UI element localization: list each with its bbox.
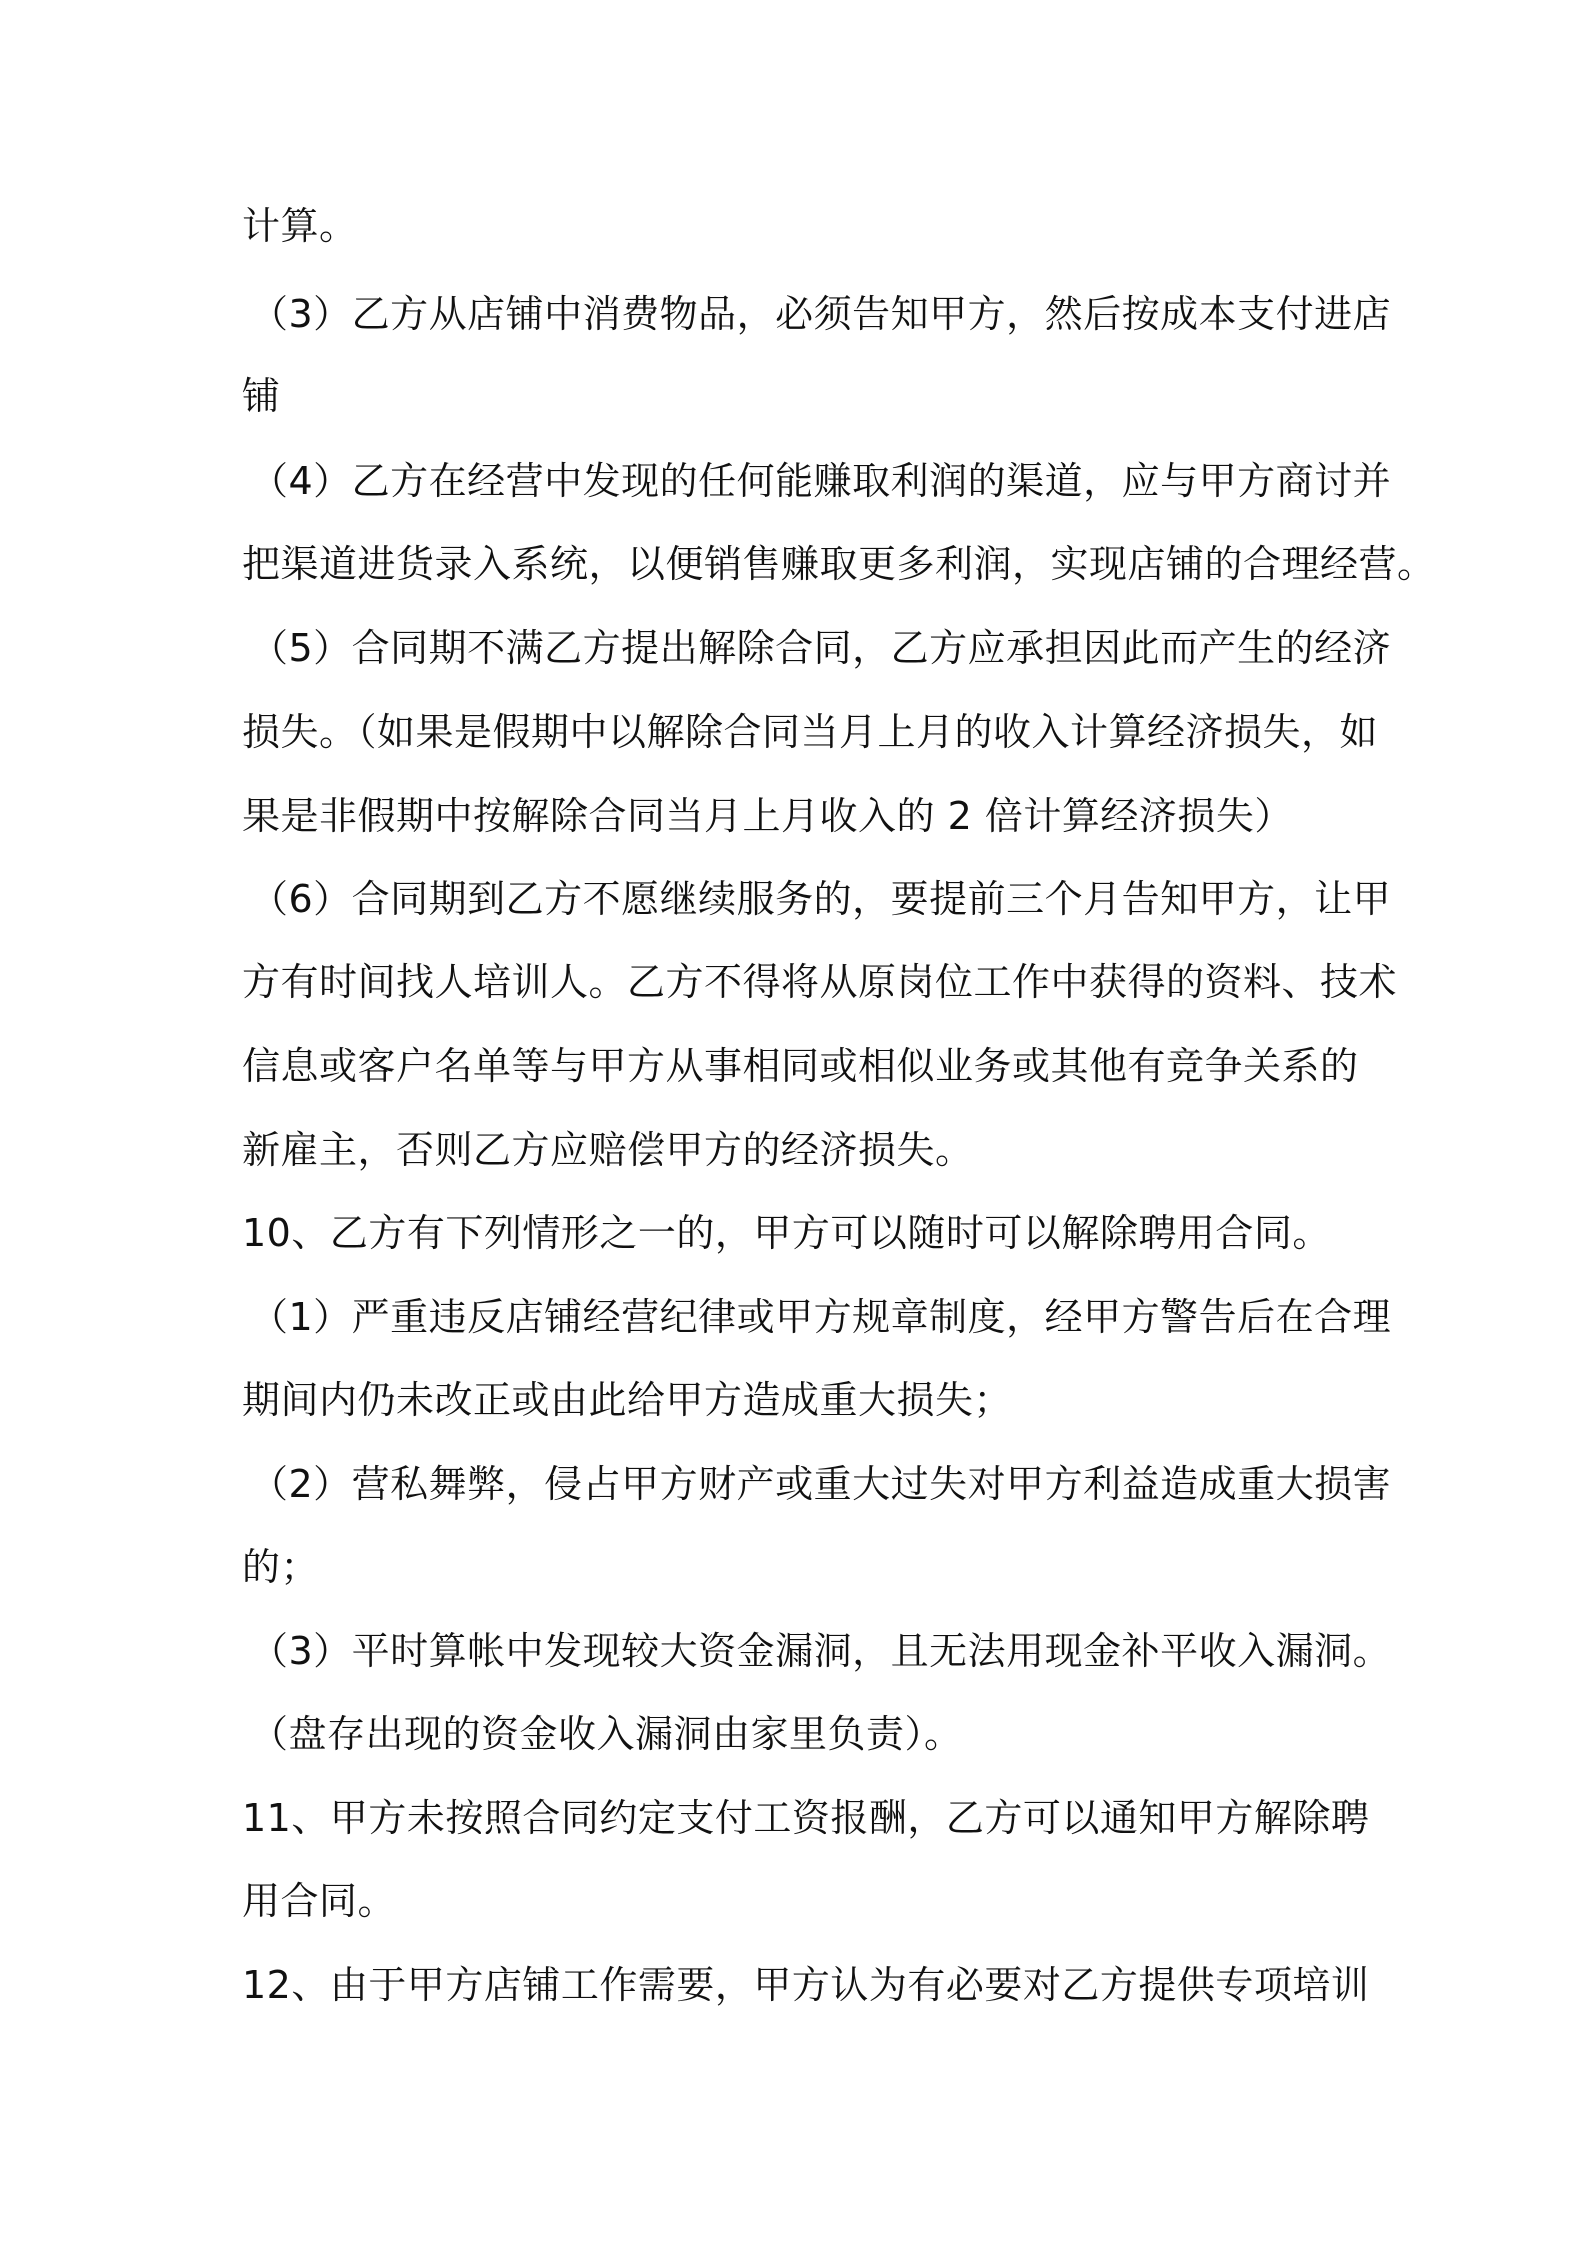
text-line: （5）合同期不满乙方提出解除合同，乙方应承担因此而产生的经济: [250, 626, 1392, 670]
text-line: 损失。（如果是假期中以解除合同当月上月的收入计算经济损失，如: [242, 710, 1379, 754]
text-line: 新雇主，否则乙方应赔偿甲方的经济损失。: [242, 1128, 974, 1172]
text-line: （2）营私舞弊，侵占甲方财产或重大过失对甲方利益造成重大损害: [250, 1462, 1392, 1506]
text-line: 计算。: [242, 204, 358, 248]
text-line: 方有时间找人培训人。乙方不得将从原岗位工作中获得的资料、技术: [242, 960, 1398, 1004]
text-line: 期间内仍未改正或由此给甲方造成重大损失；: [242, 1378, 1013, 1422]
text-line: （1）严重违反店铺经营纪律或甲方规章制度，经甲方警告后在合理: [250, 1295, 1392, 1339]
text-line: 信息或客户名单等与甲方从事相同或相似业务或其他有竞争关系的: [242, 1044, 1359, 1088]
text-line: （4）乙方在经营中发现的任何能赚取利润的渠道，应与甲方商讨并: [250, 459, 1392, 503]
text-line: 用合同。: [242, 1879, 397, 1923]
text-line: 10、乙方有下列情形之一的，甲方可以随时可以解除聘用合同。: [242, 1211, 1331, 1255]
text-line: 12、由于甲方店铺工作需要，甲方认为有必要对乙方提供专项培训: [242, 1963, 1370, 2007]
text-line: （3）乙方从店铺中消费物品，必须告知甲方，然后按成本支付进店: [250, 292, 1392, 336]
text-line: （3）平时算帐中发现较大资金漏洞，且无法用现金补平收入漏洞。: [250, 1629, 1392, 1673]
text-line: （6）合同期到乙方不愿继续服务的，要提前三个月告知甲方，让甲: [250, 877, 1392, 921]
text-line: 铺: [242, 374, 281, 418]
text-line: 果是非假期中按解除合同当月上月收入的 2 倍计算经济损失）: [242, 794, 1293, 838]
text-line: 11、甲方未按照合同约定支付工资报酬，乙方可以通知甲方解除聘: [242, 1796, 1370, 1840]
text-line: （盘存出现的资金收入漏洞由家里负责）。: [250, 1712, 963, 1756]
text-line: 的；: [242, 1545, 320, 1589]
text-line: 把渠道进货录入系统，以便销售赚取更多利润，实现店铺的合理经营。: [242, 542, 1436, 586]
